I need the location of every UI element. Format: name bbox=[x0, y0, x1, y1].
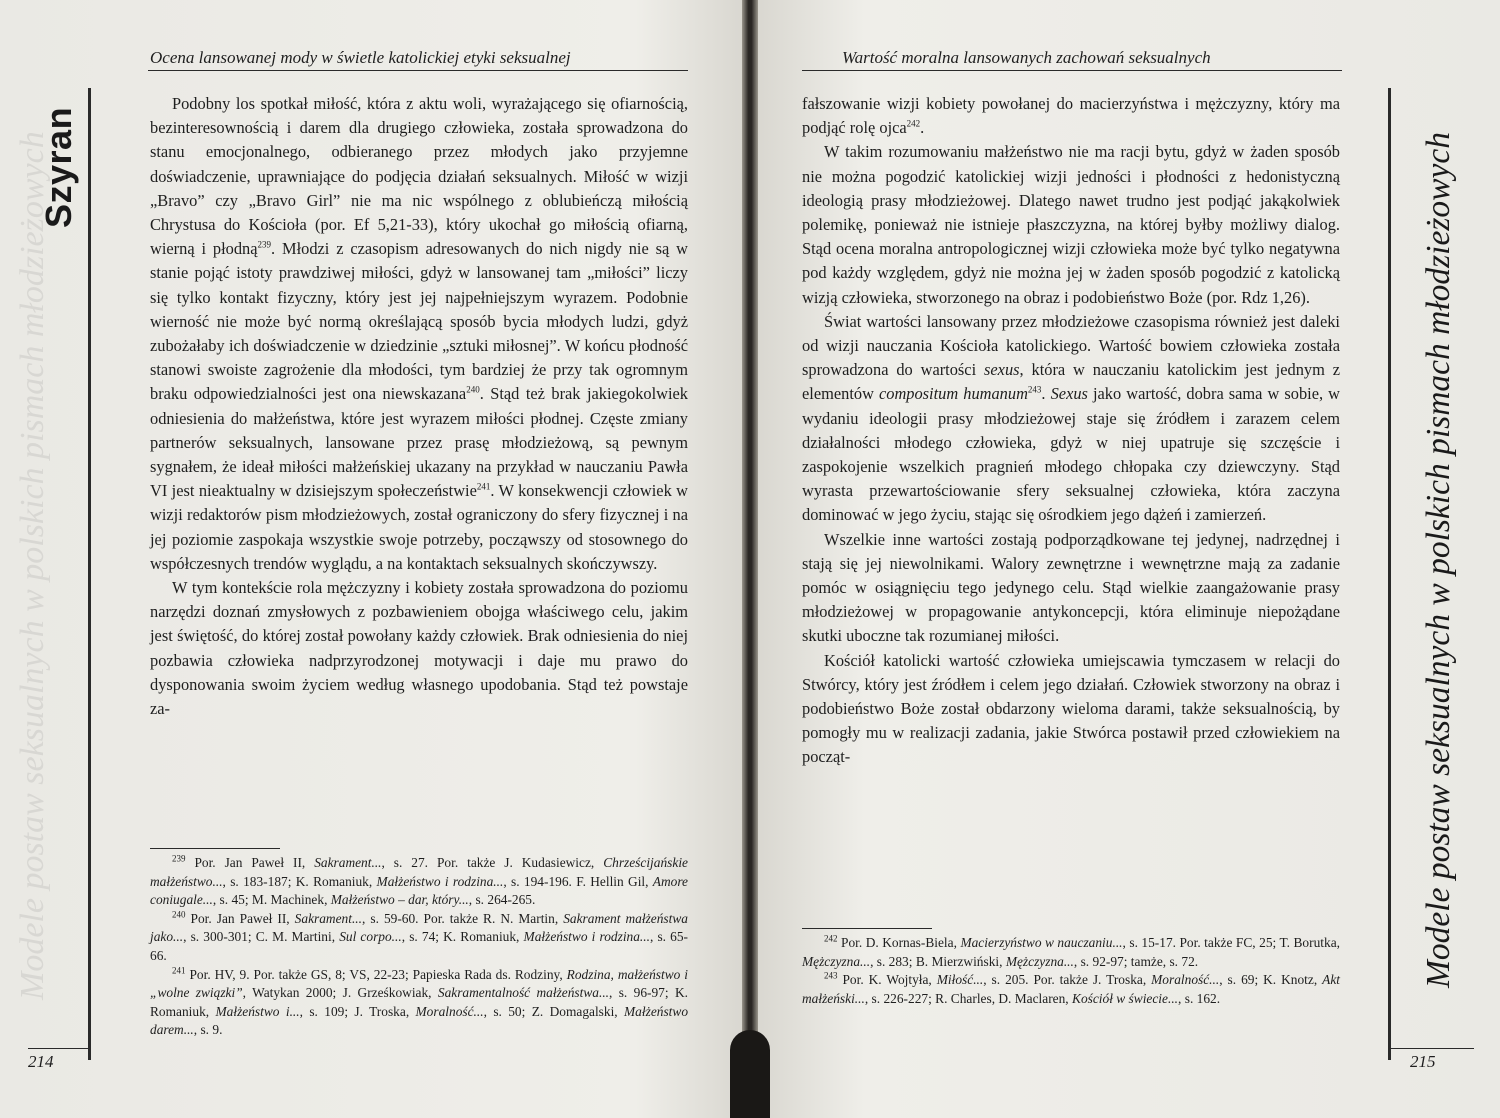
footnote-run: Por. K. Wojtyła, bbox=[842, 972, 937, 988]
footnote-ref: 240 bbox=[466, 384, 480, 395]
footnote-number: 239 bbox=[172, 853, 186, 864]
text-run: sexus bbox=[984, 360, 1020, 380]
footnote bbox=[150, 854, 688, 910]
footnote-run: , s. 300-301; C. M. Martini, bbox=[183, 929, 340, 945]
text-run: W takim rozumowaniu małżeństwo nie ma racji bytu, gdyż w żaden sposób nie można pogodzić katolickiej wizji jedności i płodności z hedonistyczną ideologią prasy młodzieżowej. Dlatego nawet trudno jest podjąć jakąkolwiek polemikę, ponieważ nie istnieje płaszczyzna, na której byłby możliwy dialog. Stąd ocena moralna antropologicznej wizji człowieka może być tylko negatywna pod każdy względem, gdyż nie można jej w żaden sposób pogodzić z katolicką wizją człowieka, stworzonego na obraz i podobieństwo Boże (por. Rdz 1,26). bbox=[802, 142, 1340, 307]
footnote-run: Mężczyzna... bbox=[1005, 953, 1074, 969]
paragraph bbox=[802, 140, 1340, 309]
header-rule bbox=[148, 70, 688, 71]
footnote-rule bbox=[802, 928, 932, 929]
footnote-run: Małżeństwo i... bbox=[215, 1003, 300, 1019]
footnote-run: Małżeństwo i rodzina... bbox=[376, 873, 504, 889]
footnote-run: Por. Jan Paweł II, bbox=[190, 910, 295, 926]
paragraph bbox=[802, 310, 1340, 528]
footnote-run: , s. 96-97; K. Romaniuk, bbox=[150, 985, 688, 1019]
footnote-run: Sakrament małżeństwa jako... bbox=[150, 910, 688, 945]
footnote-run: , s. 264-265. bbox=[468, 892, 536, 908]
text-run: . bbox=[1041, 384, 1051, 404]
footnote-number: 242 bbox=[824, 933, 838, 944]
spine-author: Szyran bbox=[38, 106, 79, 228]
footnote-run: Miłość... bbox=[936, 972, 984, 988]
footnote-run: Akt małżeński... bbox=[802, 972, 1340, 1006]
footnote-run: , s. 92-97; tamże, s. 72. bbox=[1073, 953, 1199, 969]
footnote-run: , s. 27. Por. także J. Kudasiewicz, bbox=[381, 855, 604, 870]
footnote bbox=[802, 934, 1340, 971]
footnotes bbox=[802, 934, 1340, 1008]
text-run: . bbox=[920, 118, 925, 138]
footnote-ref: 241 bbox=[476, 481, 491, 492]
side-bar bbox=[1388, 88, 1391, 1060]
paragraph bbox=[802, 92, 1340, 140]
side-bar bbox=[88, 88, 91, 1060]
footnote-number: 243 bbox=[824, 970, 838, 981]
show-through-text: Modele postaw seksualnych w polskich pismach młodzieżowych bbox=[14, 131, 51, 1000]
footnote-run: , s. 109; J. Troska, bbox=[299, 1003, 416, 1019]
footnote-run: , s. 162. bbox=[1178, 990, 1221, 1006]
paragraph bbox=[150, 576, 688, 721]
spine-book-title: Modele postaw seksualnych w polskich pismach młodzieżowych bbox=[1420, 132, 1457, 988]
footnote-number: 240 bbox=[172, 909, 186, 920]
footnote-run: , s. 74; K. Romaniuk, bbox=[401, 929, 524, 945]
text-run: jako wartość, dobra sama w sobie, w wydaniu ideologii prasy młodzieżowej staje się źródłem i zarazem celem działalności młodego człowieka, gdyż w niej upatruje się szczęście i zaspokojenie wszelkich pragnień młodego chłopaka czy dziewczyny. Stąd wyrasta przewartościowanie sfery seksualnej człowieka, która zaczyna dominować w jego życiu, stając się ośrodkiem jego dążeń i zamierzeń. bbox=[802, 384, 1341, 525]
footnote-run: Sakramentalność małżeństwa... bbox=[437, 985, 610, 1001]
text-run: fałszowanie wizji kobiety powołanej do macierzyństwa i mężczyzny, który ma podjąć rolę ojca bbox=[802, 94, 1340, 138]
left-page bbox=[0, 0, 748, 1118]
footnote-run: , s. 15-17. Por. także FC, 25; T. Borutka, bbox=[1122, 935, 1340, 950]
footnote-run: , s. 205. Por. także J. Troska, bbox=[983, 972, 1152, 988]
text-run: Podobny los spotkał miłość, która z aktu woli, wyrażającego się ofiarnością, bezinteresownością i darem dla drugiego człowieka, została sprowadzona do stanu emocjonalnego, odbieranego przez młodych jako przyjemne doświadczenie, uprawniające do podjęcia działań seksualnych. Miłość w wizji „Bravo” czy „Bravo Girl” nie ma nic wspólnego z oblubieńczą miłością Chrystusa do Kościoła (por. Ef 5,21-33), który ukochał go miłością ofiarną, wierną i płodną bbox=[150, 94, 688, 259]
running-head-left: Ocena lansowanej mody w świetle katolickiej etyki seksualnej bbox=[150, 48, 571, 67]
footnotes bbox=[150, 854, 688, 1040]
body-text bbox=[802, 92, 1340, 770]
footnote-run: Por. Jan Paweł II, bbox=[194, 855, 315, 870]
footnote-run: Amore coniugale... bbox=[150, 873, 688, 908]
footnote-run: Chrześcijańskie małżeństwo... bbox=[150, 855, 688, 889]
footnote-run: Por. D. Kornas-Biela, bbox=[841, 935, 961, 950]
footnote-run: Małżeństwo i rodzina... bbox=[523, 929, 650, 945]
footnote-run: Rodzina, małżeństwo i „wolne związki” bbox=[150, 966, 688, 1001]
footnote-run: Małżeństwo – dar, który... bbox=[330, 892, 469, 908]
text-run: Świat wartości lansowany przez młodzieżowe czasopisma również jest daleki od wizji nauczania Kościoła katolickiego. Wartość bowiem człowieka została sprowadzona do wartości bbox=[802, 311, 1340, 380]
text-run: , która w nauczaniu katolickim jest jednym z elementów bbox=[802, 360, 1340, 404]
footnote-run: Sakrament... bbox=[314, 855, 382, 870]
book-gutter-shadow bbox=[730, 1030, 770, 1118]
footnote-run: Małżeństwo darem... bbox=[150, 1003, 689, 1038]
text-run: W tym kontekście rola mężczyzny i kobiety została sprowadzona do poziomu narzędzi doznań zmysłowych z pozbawieniem obojga właściwego celu, jakim jest świętość, do której został powołany każdy człowiek. Brak odniesienia do niej pozbawia człowieka nadprzyrodzonej motywacji i daje mu prawo do dysponowania swoim życiem według własnego upodobania. Stąd też powstaje za- bbox=[150, 578, 688, 719]
footnote-ref: 242 bbox=[906, 118, 921, 129]
footnote-run: , s. 65-66. bbox=[150, 929, 688, 963]
right-page bbox=[752, 0, 1500, 1118]
bottom-rule bbox=[28, 1048, 90, 1049]
running-head-right: Wartość moralna lansowanych zachowań seksualnych bbox=[842, 48, 1211, 67]
footnote-ref: 243 bbox=[1027, 384, 1042, 395]
bottom-rule bbox=[1388, 1048, 1474, 1049]
footnote-run: Moralność... bbox=[1151, 972, 1220, 988]
footnote-run: , s. 226-227; R. Charles, D. Maclaren, bbox=[864, 990, 1073, 1006]
footnote-run: Moralność... bbox=[415, 1003, 484, 1019]
paragraph bbox=[802, 528, 1340, 649]
paragraph bbox=[150, 92, 688, 576]
footnote-run: Por. HV, 9. Por. także GS, 8; VS, 22-23; Papieska Rada ds. Rodziny, bbox=[189, 966, 567, 982]
footnote-run: , s. 9. bbox=[193, 1022, 223, 1038]
header-rule bbox=[802, 70, 1342, 71]
text-run: Kościół katolicki wartość człowieka umiejscawia tymczasem w relacji do Stwórcy, który jest źródłem i celem jego działań. Człowiek stworzony na obraz i podobieństwo Boże został obdarzony wieloma darami, także seksualnością, by pomogły mu w realizacji zadania, jakie Stwórca postawił przed człowiekiem na począt- bbox=[802, 650, 1340, 767]
page-number: 215 bbox=[1410, 1052, 1436, 1071]
footnote-run: Sul corpo... bbox=[339, 929, 402, 945]
footnote-run: , s. 183-187; K. Romaniuk, bbox=[222, 873, 377, 889]
footnote-run: , s. 59-60. Por. także R. N. Martin, bbox=[362, 910, 564, 926]
footnote-run: , s. 50; Z. Domagalski, bbox=[483, 1003, 625, 1019]
footnote-run: Sakrament... bbox=[294, 910, 362, 926]
text-run: Wszelkie inne wartości zostają podporządkowane tej jedynej, nadrzędnej i stają się jej niewolnikami. Walory zewnętrzne i wewnętrzne mają za zadanie pomóc w osiągnięciu tego jedynego celu. Stąd wielkie zaangażowanie prasy młodzieżowej w propagowanie antykoncepcji, która eliminuje niepożądane skutki uboczne tak rozumianej miłości. bbox=[802, 529, 1340, 646]
footnote-run: , s. 69; K. Knotz, bbox=[1219, 972, 1323, 988]
text-run: . Stąd też brak jakiegokolwiek odniesienia do małżeństwa, które jest wyrazem miłości płodnej. Częste zmiany partnerów seksualnych, lansowane przez prasę młodzieżową, są pewnym sygnałem, że ideał miłości małżeńskiej ukazany na przykład w nauczaniu Pawła VI jest nieaktualny w dzisiejszym społeczeństwie bbox=[150, 384, 689, 501]
footnote-run: , s. 45; M. Machinek, bbox=[212, 892, 331, 908]
footnote-run: Macierzyństwo w nauczaniu... bbox=[960, 935, 1123, 950]
text-run: compositum humanum bbox=[878, 384, 1028, 404]
book-gutter bbox=[742, 0, 758, 1118]
footnote-number: 241 bbox=[172, 965, 186, 976]
footnote-run: Kościół w świecie... bbox=[1072, 990, 1179, 1006]
body-text bbox=[150, 92, 688, 721]
footnote bbox=[802, 971, 1340, 1008]
text-run: . Młodzi z czasopism adresowanych do nich nigdy nie są w stanie pojąć istoty prawdziwej miłości, gdyż w lansowanej tam „miłości” liczy się tylko kontakt fizyczny, który jest jej najpełniejszym wyrazem. Podobnie wierność nie może być normą określającą sposób bycia młodych ludzi, gdyż zubożałaby ich doświadczenie w dziedzinie „sztuki miłosnej”. W końcu płodność stanowi swoiste zagrożenie dla młodości, tym bardziej że przy tak ogromnym braku odpowiedzialności jest ona niewskazana bbox=[150, 239, 688, 404]
text-run: . W konsekwencji człowiek w wizji redaktorów pism młodzieżowych, został ograniczony do sfery fizycznej i na jej poziomie zaspokaja wszystkie swoje potrzeby, począwszy od stosownego do współczesnych trendów wyglądu, a na kontaktach seksualnych skończywszy. bbox=[150, 481, 688, 573]
page-number: 214 bbox=[28, 1052, 54, 1071]
footnote-run: , s. 194-196. F. Hellin Gil, bbox=[503, 873, 653, 889]
footnote bbox=[150, 966, 688, 1040]
text-run: Sexus bbox=[1050, 384, 1088, 404]
footnote-run: , s. 283; B. Mierzwiński, bbox=[870, 953, 1006, 969]
footnote-run: , Watykan 2000; J. Grześkowiak, bbox=[242, 985, 438, 1001]
footnote bbox=[150, 910, 688, 966]
footnote-rule bbox=[150, 848, 280, 849]
paragraph bbox=[802, 649, 1340, 770]
footnote-ref: 239 bbox=[257, 239, 272, 250]
footnote-run: Mężczyzna... bbox=[802, 953, 871, 969]
